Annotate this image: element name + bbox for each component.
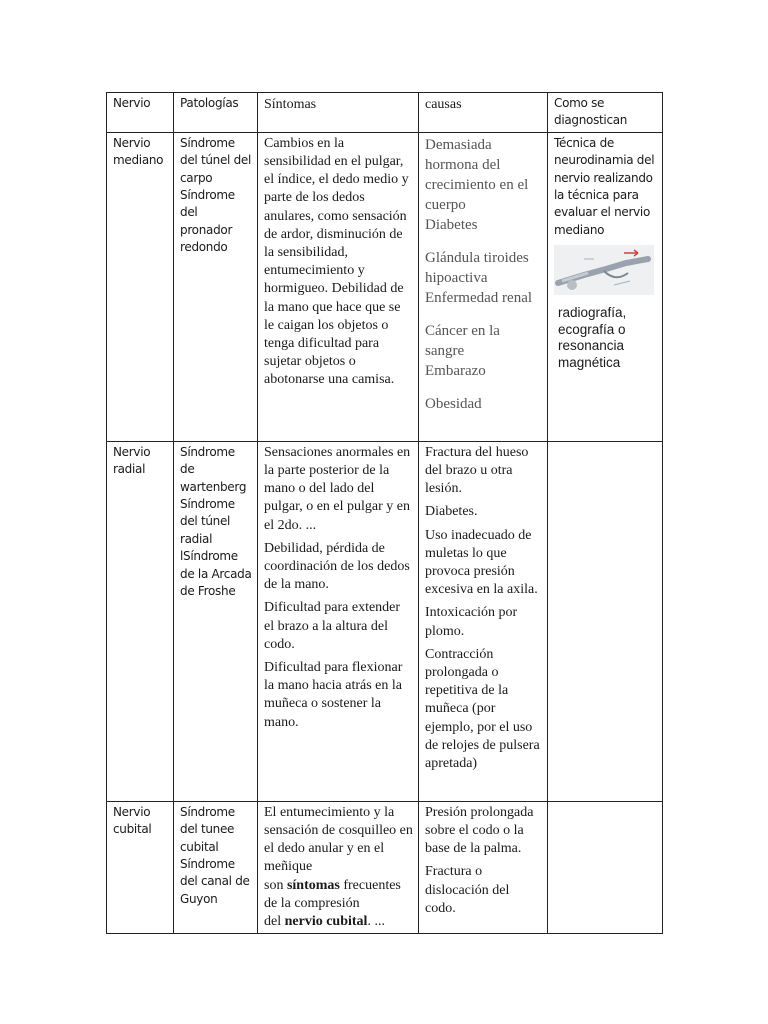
sintoma-text [264,877,413,913]
patologias-cell [174,132,258,441]
patologia-item: Síndrome de wartenberg [180,444,247,494]
causa-item: Diabetes. [425,504,478,520]
sintoma-del: del [264,914,285,930]
nervio-cell: Nervio cubital [107,801,174,933]
patologia-item: Síndrome del canal de Guyon [180,857,250,906]
table-row [107,441,663,801]
causa-item: Intoxicación por plomo. [425,605,518,639]
header-causas: causas [419,93,548,133]
causa-item: Embarazo [425,362,486,379]
header-diagnostico: Como se diagnostican [548,93,663,133]
header-sintomas: Síntomas [258,93,419,133]
patologia-item: Síndrome del tunee cubital [180,804,235,854]
causa-item: Diabetes [425,216,478,233]
causa-item: Cáncer en la sangre [425,322,500,359]
causa-item: Glándula tiroides hipoactiva [425,249,529,286]
diagnostico-cell [548,441,663,801]
causa-item: Enfermedad renal [425,289,533,306]
sintomas-cell [258,132,419,441]
patologia-item: lSíndrome de la Arcada de Froshe [180,549,252,599]
sintomas-cell [258,801,419,933]
arm-neurodynamics-image [554,245,654,295]
nervio-cell: Nervio mediano [107,132,174,441]
diagnostico-cell [548,801,663,933]
sintoma-item: Dificultad para extender el brazo a la altura del codo. [264,600,401,652]
sintoma-item: Debilidad, pérdida de coordinación de los dedos de la mano. [264,540,410,593]
patologias-cell [174,441,258,801]
sintoma-bold: nervio cubital [284,914,368,930]
nerves-table [106,92,663,934]
sintoma-bold: síntomas [286,877,340,893]
sintoma-item: Sensaciones anormales en la parte posterior de la mano o del lado del pulgar, o en el pulgar y en el 2do. ... [264,444,411,533]
table-row [107,132,663,441]
header-patologias: Patologías [174,93,258,133]
sintoma-end: . ... [367,914,385,930]
diagnostico-pruebas: radiografía, ecografía o resonancia magnética [558,305,627,371]
sintomas-cell [258,441,419,801]
patologia-item: Síndrome del pronador redondo [180,188,235,255]
sintoma-text: El entumecimiento y la sensación de cosquilleo en el dedo anular y en el meñique [264,804,413,875]
nervio-cell: Nervio radial [107,441,174,801]
causa-item: Fractura del hueso del brazo u otra lesión. [425,444,529,497]
causas-cell [419,441,548,801]
patologias-cell [174,801,258,933]
patologia-item: Síndrome del túnel del carpo [180,135,252,185]
table-row [107,801,663,933]
diagnostico-cell [548,132,663,441]
diagnostico-tecnica: Técnica de neurodinamia del nervio realizando la técnica para evaluar el nervio mediano [554,135,655,237]
patologia-item: Síndrome del túnel radial [180,497,235,546]
sintoma-part2: frecuentes de la compresión [264,877,401,911]
causa-item: Obesidad [425,395,482,412]
causa-item: Contracción prolongada o repetitiva de la muñeca (por ejemplo, por el uso de relojes de pulsera apretada) [425,646,540,772]
causa-item: Presión prolongada sobre el codo o la base de la palma. [425,804,534,857]
causas-cell [419,132,548,441]
sintoma-text [264,913,413,931]
sintoma-item: Cambios en la sensibilidad en el pulgar, el índice, el dedo medio y parte de los dedos anulares, como sensación de ardor, disminución de la sensibilidad, entumecimiento y hormigueo. Debilidad de la mano que hace que se le caigan los objetos o tenga dificultad para sujetar objetos o abotonarse una camisa. [264,135,409,388]
sintoma-item: Dificultad para flexionar la mano hacia atrás en la muñeca o sostener la mano. [264,660,403,730]
causa-item: Fractura o dislocación del codo. [425,864,510,916]
causa-item: Uso inadecuado de muletas lo que provoca presión excesiva en la axila. [425,527,538,598]
sintoma-son: son [264,877,287,893]
causas-cell [419,801,548,933]
causa-item: Demasiada hormona del crecimiento en el cuerpo [425,136,529,213]
header-row [107,93,663,133]
header-nervio: Nervio [107,93,174,133]
